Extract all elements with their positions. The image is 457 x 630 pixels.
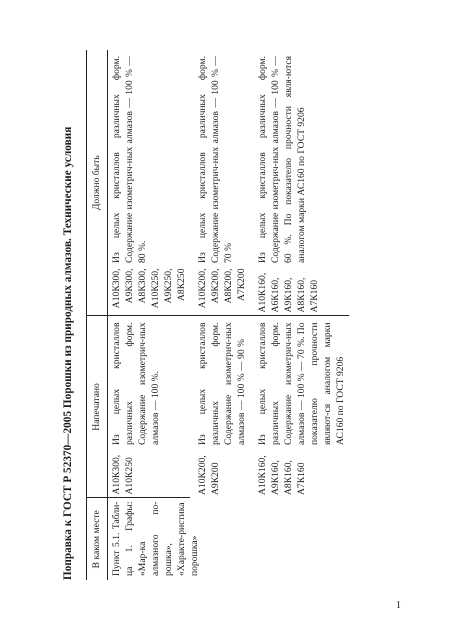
should-description: Из целых кристаллов различных форм. Содержание изометрич-ных алмазов — 100 % — 70 %: [197, 55, 234, 263]
printed-codes: А10К300, А10К250: [111, 454, 135, 495]
printed-codes-cell: [250, 448, 349, 498]
rotated-page-content: [60, 45, 390, 585]
printed-desc-cell: [250, 316, 349, 448]
should-codes-cell: [250, 266, 349, 316]
printed-codes-cell: [108, 448, 191, 498]
should-description: Из целых кристаллов различных форм. Содержание изометрич-ных алмазов — 100 % — 80 %.: [111, 55, 148, 263]
header-location: В каком месте: [87, 498, 108, 580]
should-codes-cell: [190, 266, 250, 316]
page-number: 1: [396, 600, 401, 611]
should-codes-cell: [108, 266, 191, 316]
document-title: Поправка к ГОСТ Р 52370—2005 Порошки из природных алмазов. Технические условия: [62, 126, 74, 580]
location-text: Пункт 5.1. Табли-ца 1. Графы: «Мар-ка алмазного по-рошка», «Характе-ристика порошка»: [111, 501, 200, 576]
printed-description: Из целых кристаллов различных форм. Содержание изометрич-ных алмазов — 100 %.: [111, 322, 161, 445]
header-printed: Напечатано: [87, 316, 108, 498]
printed-desc-cell: [108, 316, 191, 448]
printed-description: Из целых кристаллов различных форм. Содержание изометрич-ных алмазов — 100 % — 70 %. По показателю прочности являют-ся аналогом марки АС160 по ГОСТ 9206: [257, 322, 346, 445]
should-desc-cell: [108, 50, 191, 266]
table-header-row: [87, 50, 108, 580]
should-codes: А10К200, А9К200, А8К200, А7К200: [197, 268, 247, 309]
should-codes: А10К160, А6К160, А9К160, А8К160, А7К160: [257, 272, 320, 313]
printed-desc-cell: [190, 316, 250, 448]
amendment-table: [86, 50, 349, 580]
printed-codes-cell: [190, 448, 250, 498]
should-desc-cell: [250, 50, 349, 266]
printed-codes: А10К200, А9К200: [197, 455, 221, 495]
table-row: [108, 50, 191, 580]
header-should-be: Должно быть: [87, 50, 108, 316]
printed-codes: А10К160, А9К160, А8К160, А7К160: [257, 455, 307, 495]
should-codes: А10К300, А9К300, А8К300, А10К250, А9К250, А8К250: [111, 268, 187, 309]
should-desc-cell: [190, 50, 250, 266]
should-description: Из целых кристаллов различных форм. Содержание изометрич-ных алмазов — 100 % — 60 %. По показателю прочности явля-ются аналогом марки АС160 по ГОСТ 9206: [257, 55, 307, 263]
printed-description: Из целых кристаллов различных форм. Содержание изометрич-ных алмазов — 100 % — 90 %: [197, 322, 247, 445]
location-cell: [108, 498, 350, 580]
